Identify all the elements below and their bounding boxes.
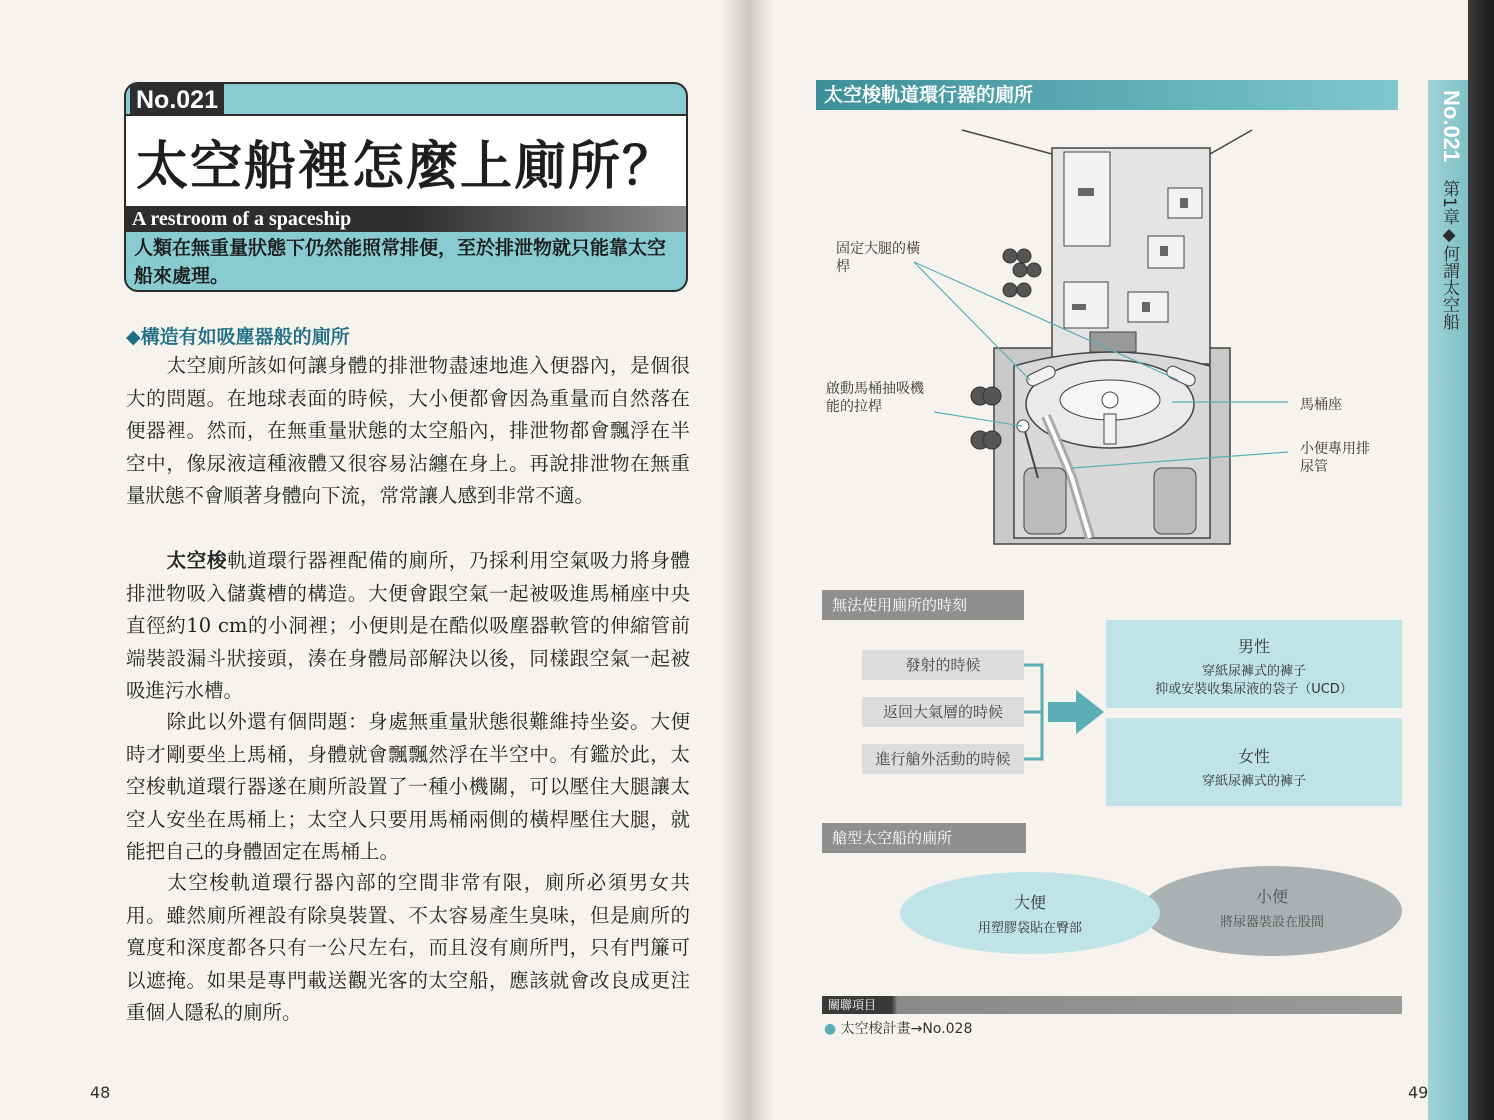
gutter-shadow [720,0,750,1120]
paragraph-1-text: 太空廁所該如何讓身體的排泄物盡速地進入便器內，是個很大的問題。在地球表面的時候，大小便都會因為重量而自然落在便器裡。然而，在無重量狀態的太空船內，排泄物都會飄浮在半空中，像尿液這種液體又很容易沾纏在身上。再說排泄物在無重量狀態不會順著身體向下流，常常讓人感到非常不適。 [126,354,690,508]
paragraph-3 [126,706,690,869]
paragraph-1 [126,350,690,513]
toilet-drawing [914,130,1288,544]
callout-thigh-bar: 固定大腿的橫桿 [836,241,920,275]
english-subtitle: A restroom of a spaceship [132,208,352,230]
paragraph-2 [126,545,690,708]
bracket-arrow [1024,640,1108,780]
male-solution [1106,620,1402,708]
section-heading-text: 構造有如吸塵器般的廁所 [140,326,350,348]
article-header [124,82,688,292]
paragraph-2-lead: 太空梭 [166,549,228,572]
female-solution [1106,718,1402,806]
bullet-icon: ● [824,1021,837,1037]
paragraph-2-text: 軌道環行器裡配備的廁所，乃採利用空氣吸力將身體排泄物吸入儲糞槽的構造。大便會跟空氣一起被吸進馬桶座中央直徑約10 cm的小洞裡；小便則是在酷似吸塵器軟管的伸縮管前端裝設漏斗狀接頭，湊在身體局部解決以後，同樣跟空氣一起被吸進污水槽。 [126,549,690,703]
male-line-1: 穿紙尿褲式的褲子 [1201,664,1306,679]
figure-title-bar [816,80,1398,110]
article-summary: 人類在無重量狀態下仍然能照常排便，至於排泄物就只能靠太空船來處理。 [134,237,667,287]
article-number: No.021 [130,84,224,116]
right-page [750,0,1494,1120]
subhead-unable-times: 無法使用廁所的時刻 [822,590,1024,620]
male-line-2: 抑或安裝收集尿液的袋子（UCD） [1155,682,1353,697]
related-item-text: 太空梭計畫→No.028 [840,1021,973,1037]
side-article-number: No.021 [1439,90,1464,163]
feces-title: 大便 [1013,893,1046,912]
feces-ellipse [900,872,1160,954]
callout-toilet-seat: 馬桶座 [1300,397,1342,413]
related-item-link[interactable] [824,1018,972,1038]
urine-ellipse [1142,866,1402,956]
page-number-left: 48 [90,1083,111,1102]
time-eva: 進行艙外活動的時候 [862,744,1024,774]
section-heading [126,322,350,349]
page-number-right: 49 [1408,1083,1429,1102]
gutter-shadow [750,0,774,1120]
paragraph-3-text: 除此以外還有個問題：身處無重量狀態很難維持坐姿。大便時才剛要坐上馬桶，身體就會飄飄然浮在半空中。有鑑於此，太空梭軌道環行器遂在廁所設置了一種小機關，可以壓住大腿讓太空人安坐在馬桶上；太空人只要用馬桶兩側的橫桿壓住大腿，就能把自己的身體固定在馬桶上。 [126,710,690,864]
urine-title: 小便 [1255,887,1288,906]
callout-suction-lever: 啟動馬桶抽吸機能的拉桿 [826,381,924,415]
book-edge [1468,0,1494,1120]
related-items-label: 關聯項目 [828,998,877,1012]
female-line-1: 穿紙尿褲式的褲子 [1201,774,1306,789]
figure-title: 太空梭軌道環行器的廁所 [824,84,1034,106]
article-title: 太空船裡怎麼上廁所？ [136,136,677,197]
subhead-capsule-toilet: 艙型太空船的廁所 [822,823,1026,853]
subtitle-bar [126,206,686,232]
female-title: 女性 [1237,747,1270,766]
urine-method: 將尿器裝設在股間 [1219,915,1324,930]
male-title: 男性 [1237,637,1270,656]
diamond-bullet-icon: ◆ [126,326,141,348]
time-launch: 發射的時候 [862,650,1024,680]
side-chapter-label: 第1章◆何謂太空船 [1439,180,1459,330]
toilet-illustration [810,118,1410,558]
callout-urine-tube: 小便專用排尿管 [1300,441,1370,475]
paragraph-4 [126,867,690,1030]
arrow-right-icon [1024,665,1104,759]
feces-method: 用塑膠袋貼在臀部 [977,921,1082,936]
paragraph-4-text: 太空梭軌道環行器內部的空間非常有限，廁所必須男女共用。雖然廁所裡設有除臭裝置、不太容易產生臭味，但是廁所的寬度和深度都各只有一公尺左右，而且沒有廁所門，只有門簾可以遮掩。如果是專門載送觀光客的太空船，應該就會改良成更注重個人隱私的廁所。 [126,871,690,1025]
related-items-bar [822,996,1402,1014]
time-reentry: 返回大氣層的時候 [862,697,1024,727]
title-box [124,114,688,208]
